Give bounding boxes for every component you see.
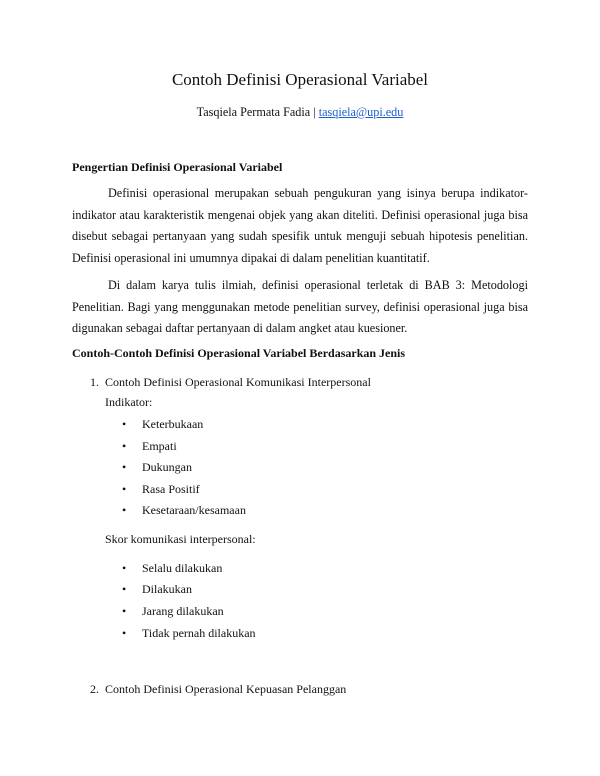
author-name: Tasqiela Permata Fadia	[196, 105, 311, 119]
section-heading: Contoh-Contoh Definisi Operasional Variabel Berdasarkan Jenis	[72, 346, 406, 360]
indicator-label: Indikator:	[105, 395, 153, 409]
score-label: Skor komunikasi interpersonal:	[105, 532, 256, 546]
document-title: Contoh Definisi Operasional Variabel	[171, 70, 429, 89]
bullet-icon: •	[122, 417, 127, 431]
paragraph: Di dalam karya tulis ilmiah, definisi operasional terletak di BAB 3: Metodologi Penelitian. Bagi yang menggunakan metode penelitian survey, definisi operasional juga bisa digunakan sebagai daftar pertanyaan di dalam angket atau kuesioner.	[72, 278, 528, 336]
list-item-title: Contoh Definisi Operasional Komunikasi Interpersonal	[105, 375, 371, 389]
bullet-icon: •	[122, 582, 127, 596]
bullet-icon: •	[122, 604, 127, 618]
bullet-icon: •	[122, 439, 127, 453]
author-email-link[interactable]: tasqiela@upi.edu	[318, 105, 404, 119]
author-separator: |	[310, 105, 319, 119]
bullet-icon: •	[122, 561, 127, 575]
list-number: 2.	[90, 682, 99, 696]
bullet-icon: •	[122, 503, 127, 517]
section-heading: Pengertian Definisi Operasional Variabel	[72, 160, 283, 174]
list-item-title: Contoh Definisi Operasional Kepuasan Pelanggan	[105, 682, 347, 696]
author-line	[0, 105, 600, 120]
paragraph: Definisi operasional merupakan sebuah pengukuran yang isinya berupa indikator-indikator atau karakteristik mengenai objek yang akan diteliti. Definisi operasional juga bisa disebut sebagai pertanyaan yang sudah spesifik untuk menguji sebuah hipotesis penelitian. Definisi operasional ini umumnya dipakai di dalam penelitian kuantitatif.	[72, 186, 528, 265]
bullet-icon: •	[122, 460, 127, 474]
list-number: 1.	[90, 375, 99, 389]
bullet-icon: •	[122, 482, 127, 496]
bullet-icon: •	[122, 626, 127, 640]
